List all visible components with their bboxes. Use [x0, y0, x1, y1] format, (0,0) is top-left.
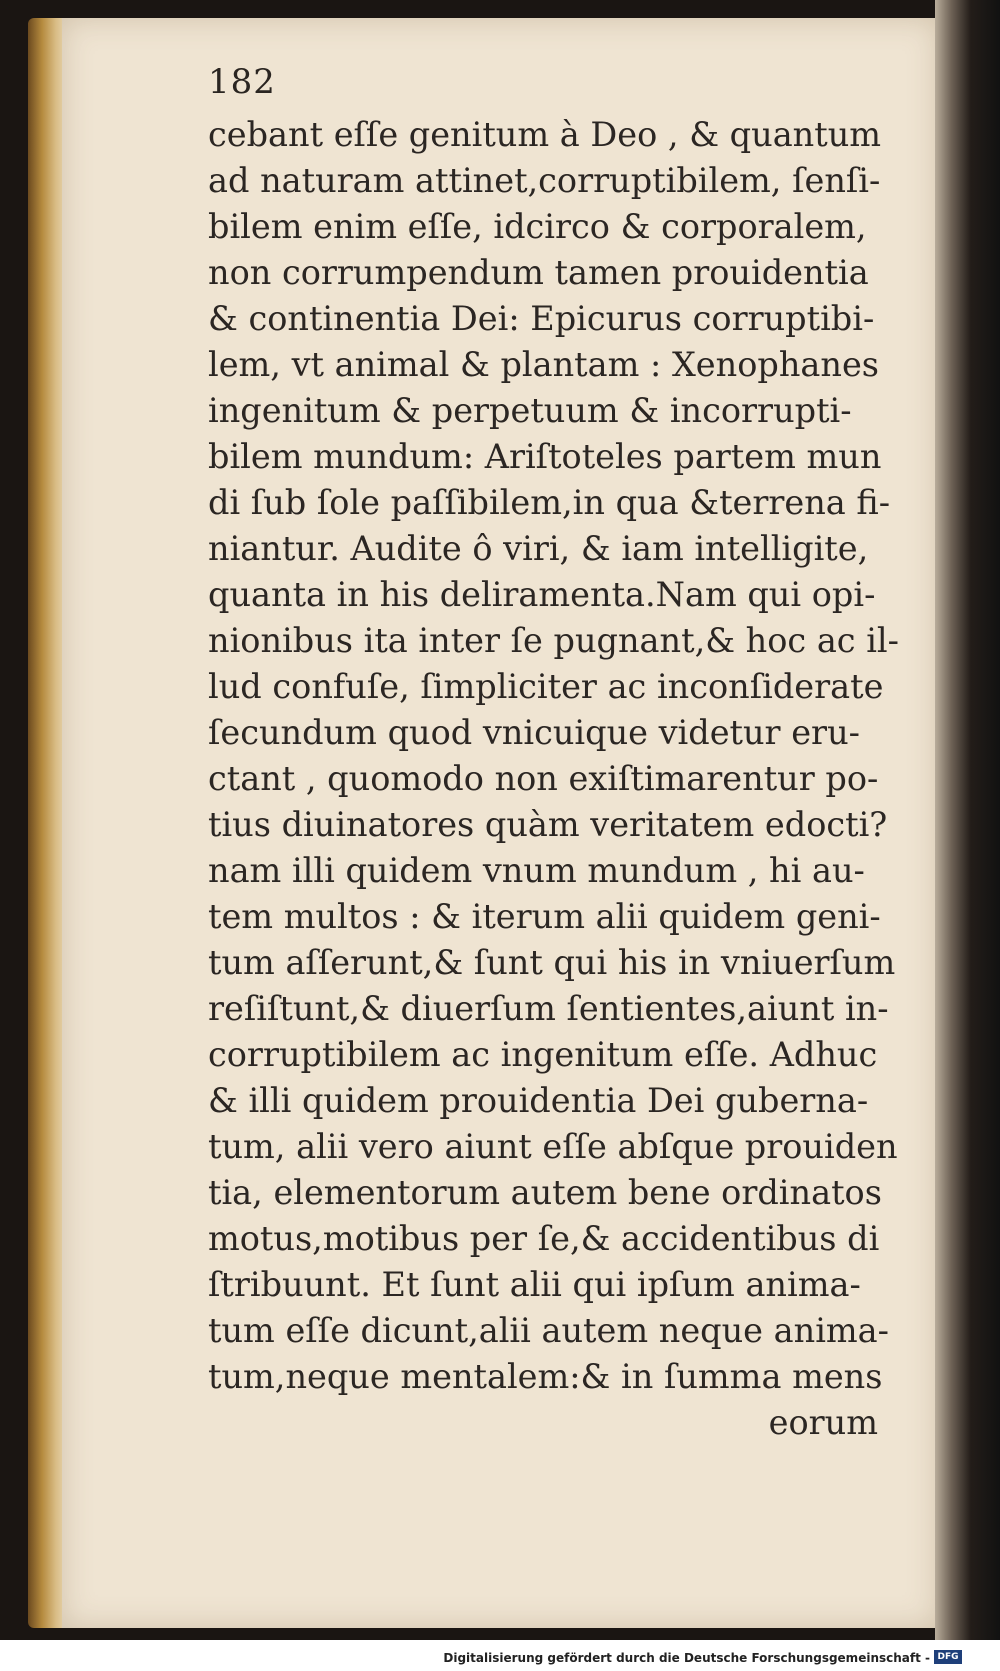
text-line: tem multos : & iterum alii quidem geni- [208, 897, 881, 936]
text-line: bilem mundum: Ariſtoteles partem mun [208, 437, 882, 476]
text-line: non corrumpendum tamen prouidentia [208, 253, 869, 292]
text-line: di ſub ſole paſſibilem,in qua &terrena fi- [208, 483, 891, 522]
funding-notice: Digitalisierung gefördert durch die Deutsche Forschungsgemeinschaft - [443, 1651, 930, 1665]
text-line: ſecundum quod vnicuique videtur eru- [208, 713, 860, 752]
text-line: corruptibilem ac ingenitum eſſe. Adhuc [208, 1035, 878, 1074]
text-line: lem, vt animal & plantam : Xenophanes [208, 345, 879, 384]
text-line: tum eſſe dicunt,alii autem neque anima- [208, 1311, 889, 1350]
text-line: & continentia Dei: Epicurus corruptibi- [208, 299, 875, 338]
text-line: niantur. Audite ô viri, & iam intelligite, [208, 529, 869, 568]
text-line: cebant eſſe genitum à Deo , & quantum [208, 115, 882, 154]
text-line: tum, alii vero aiunt eſſe abſque prouiden [208, 1127, 898, 1166]
text-line: ingenitum & perpetuum & incorrupti- [208, 391, 852, 430]
text-line: tum aſſerunt,& ſunt qui his in vniuerſum [208, 943, 896, 982]
text-line: tia, elementorum autem bene ordinatos [208, 1173, 882, 1212]
text-line: tum,neque mentalem:& in ſumma mens [208, 1357, 883, 1396]
text-line: quanta in his deliramenta.Nam qui opi- [208, 575, 876, 614]
text-line: ad naturam attinet,corruptibilem, ſenſi- [208, 161, 881, 200]
text-line: & illi quidem prouidentia Dei guberna- [208, 1081, 869, 1120]
text-line: nionibus ita inter ſe pugnant,& hoc ac il- [208, 621, 899, 660]
text-line: nam illi quidem vnum mundum , hi au- [208, 851, 865, 890]
text-line: bilem enim eſſe, idcirco & corporalem, [208, 207, 867, 246]
text-line: ſtribuunt. Et ſunt alii qui ipſum anima- [208, 1265, 861, 1304]
book-gutter [935, 0, 1000, 1640]
page-text [208, 112, 899, 1446]
text-line: motus,motibus per ſe,& accidentibus di [208, 1219, 880, 1258]
page-number: 182 [208, 62, 276, 102]
text-line: lud confuſe, ſimpliciter ac inconſiderate [208, 667, 884, 706]
text-line: tius diuinatores quàm veritatem edocti? [208, 805, 888, 844]
text-line: ctant , quomodo non exiſtimarentur po- [208, 759, 879, 798]
catchword: eorum [768, 1403, 878, 1442]
dfg-logo: DFG [934, 1650, 962, 1664]
text-line: reſiſtunt,& diuerſum ſentientes,aiunt in- [208, 989, 889, 1028]
